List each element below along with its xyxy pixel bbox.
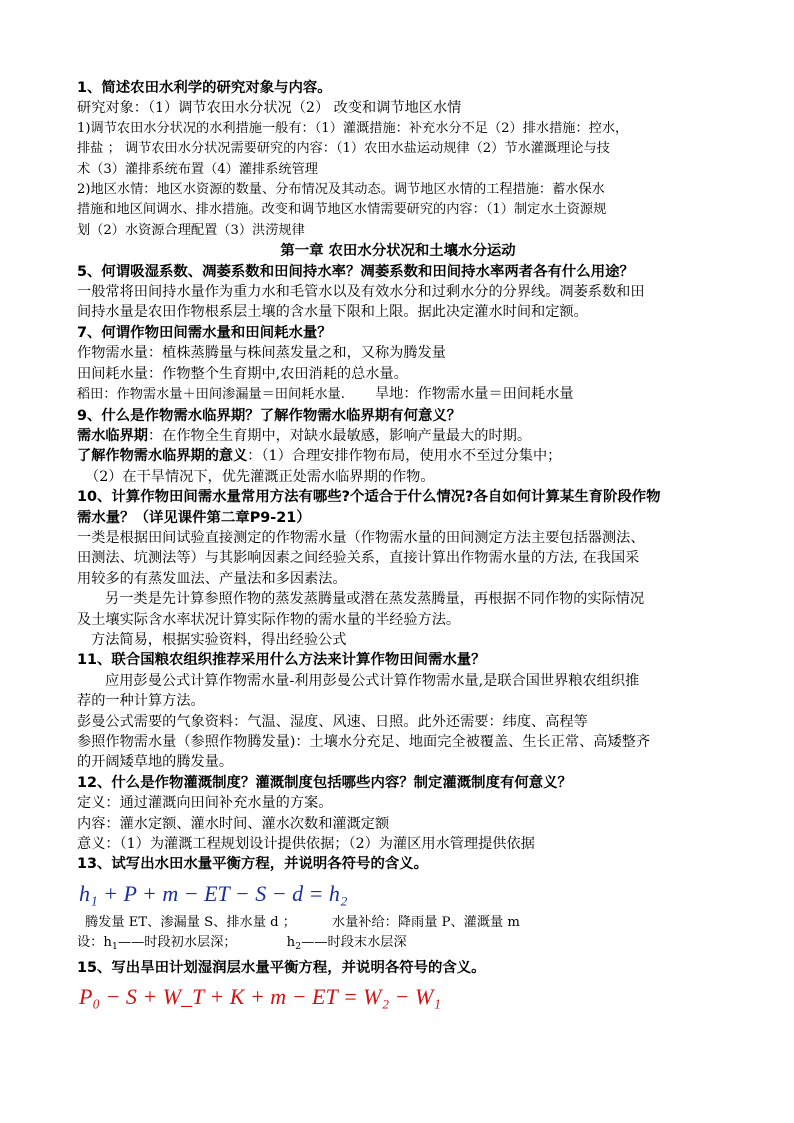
symbol-h: h: [286, 935, 296, 951]
text-line: 用较多的有蒸发皿法、产量法和多因素法。: [77, 570, 347, 587]
text-line: （2）在干旱情况下，优先灌溉正处需水临界期的作物。: [85, 468, 435, 485]
text-line: 荐的一种计算方法。: [77, 693, 205, 710]
text-line: 另一类是先计算参照作物的蒸发蒸腾量或潜在蒸发蒸腾量，再根据不同作物的实际情况: [105, 591, 645, 608]
water-balance-equation-paddy: h₁ + P + m − ET − S − d = h₂: [79, 880, 348, 906]
losses-text: 腾发量 ET、渗漏量 S、排水量 d ；: [85, 914, 296, 930]
text-line: 参照作物需水量（参照作物腾发量)：土壤水分充足、地面完全被覆盖、生长正常、高矮整齐: [77, 734, 651, 750]
text-line: 2)地区水情：地区水资源的数量、分布情况及其动态。调节地区水情的工程措施：蓄水保水: [77, 182, 605, 198]
term-significance: 了解作物需水临界期的意义: [77, 448, 248, 465]
text-line: 1)调节农田水分状况的水利措施一般有：（1）灌溉措施：补充水分不足（2）排水措施：控水，: [77, 120, 629, 136]
text-line: [77, 913, 719, 933]
text-line: [77, 384, 719, 405]
document-page: [77, 78, 719, 1016]
question-12: 12、什么是作物灌溉制度？灌溉制度包括哪些内容？制定灌溉制度有何意义？: [77, 774, 572, 791]
text-line: 内容：灌水定额、灌水时间、灌水次数和灌溉定额: [77, 815, 390, 832]
text-line: 一般常将田间持水量作为重力水和毛管水以及有效水分和过剩水分的分界线。凋萎系数和田: [77, 284, 645, 301]
text-line: 的开阔矮草地的腾发量。: [77, 754, 234, 771]
text-line: 方法简易，根据实验资料，得出经验公式: [91, 631, 347, 648]
text-line: 排盐 ； 调节农田水分状况需要研究的内容：（1）农田水盐运动规律（2）节水灌溉理论与技: [77, 141, 610, 157]
symbol-desc: ——时段初水层深；: [117, 935, 237, 951]
question-13: 13、试写出水田水量平衡方程，并说明各符号的含义。: [77, 856, 429, 873]
text-line: 田间耗水量：作物整个生育期中,农田消耗的总水量。: [77, 365, 408, 382]
text-line: 划（2）水资源合理配置（3）洪涝规律: [77, 222, 305, 238]
dryland-formula: 旱地：作物需水量＝田间耗水量: [374, 386, 574, 403]
paddy-formula: 稻田：作物需水量＋田间渗漏量＝田间耗水量.: [77, 387, 345, 403]
text-line: 一类是根据田间试验直接测定的作物需水量（作物需水量的田间测定方法主要包括器测法、: [77, 529, 645, 546]
text-line: 田测法、坑测法等）与其影响因素之间经验关系，直接计算出作物需水量的方法, 在我国采: [77, 550, 640, 567]
text-line: [77, 933, 719, 957]
text-line: [77, 446, 719, 466]
question-7: 7、何谓作物田间需水量和田间耗水量？: [77, 324, 332, 341]
text-line: 措施和地区间调水、排水措施。改变和调节地区水情需要研究的内容：（1）制定水土资源规: [77, 202, 607, 218]
text-line: [77, 426, 719, 446]
question-5: 5、何谓吸湿系数、凋萎系数和田间持水率？凋萎系数和田间持水率两者各有什么用途？: [77, 263, 634, 280]
chapter-heading: 第一章 农田水分状况和土壤水分运动: [280, 243, 516, 260]
symbol-h: 设：h: [77, 935, 112, 951]
subscript: 1: [111, 941, 118, 953]
text-line: 应用彭曼公式计算作物需水量-利用彭曼公式计算作物需水量,是联合国世界粮农组织推: [105, 672, 640, 689]
subscript: 2: [295, 941, 302, 953]
text-line: 意义：（1）为灌溉工程规划设计提供依据；（2）为灌区用水管理提供依据: [77, 836, 535, 853]
question-9: 9、什么是作物需水临界期？了解作物需水临界期有何意义？: [77, 407, 462, 424]
text-line: 彭曼公式需要的气象资料：气温、湿度、风速、日照。此外还需要：纬度、高程等: [77, 713, 588, 730]
question-1: 1、简述农田水利学的研究对象与内容。: [77, 80, 332, 96]
question-10: 10、计算作物田间需水量常用方法有哪些?个适合于什么情况?各自如何计算某生育阶段作物: [77, 489, 661, 506]
question-10-cont: 需水量？（详见课件第二章P9-21）: [77, 509, 311, 526]
text-line: 作物需水量：植株蒸腾量与株间蒸发量之和，又称为腾发量: [77, 345, 446, 362]
water-balance-equation-dryland: P₀ − S + W_T + K + m − ET = W₂ − W₁: [79, 984, 441, 1010]
text-line: 研究对象：（1）调节农田水分状况（2） 改变和调节地区水情: [77, 100, 462, 117]
text-line: 间持水量是农田作物根系层土壤的含水量下限和上限。据此决定灌水时间和定额。: [77, 304, 588, 321]
supply-text: 水量补给：降雨量 P、灌溉量 m: [331, 914, 520, 930]
text-line: 及土壤实际含水率状况计算实际作物的需水量的半经验方法。: [77, 611, 461, 628]
text-line: 术（3）灌排系统布置（4）灌排系统管理: [77, 161, 318, 177]
significance-text: ：（1）合理安排作物布局，使用水不至过分集中；: [247, 448, 562, 465]
term-critical-period: 需水临界期: [77, 427, 148, 444]
question-15: 15、写出旱田计划湿润层水量平衡方程，并说明各符号的含义。: [77, 959, 486, 976]
symbol-desc: ——时段末水层深: [301, 935, 407, 951]
text-line: 定义：通过灌溉向田间补充水量的方案。: [77, 795, 333, 812]
definition-text: ：在作物全生育期中，对缺水最敏感，影响产量最大的时期。: [147, 427, 532, 444]
question-11: 11、联合国粮农组织推荐采用什么方法来计算作物田间需水量？: [77, 652, 486, 669]
